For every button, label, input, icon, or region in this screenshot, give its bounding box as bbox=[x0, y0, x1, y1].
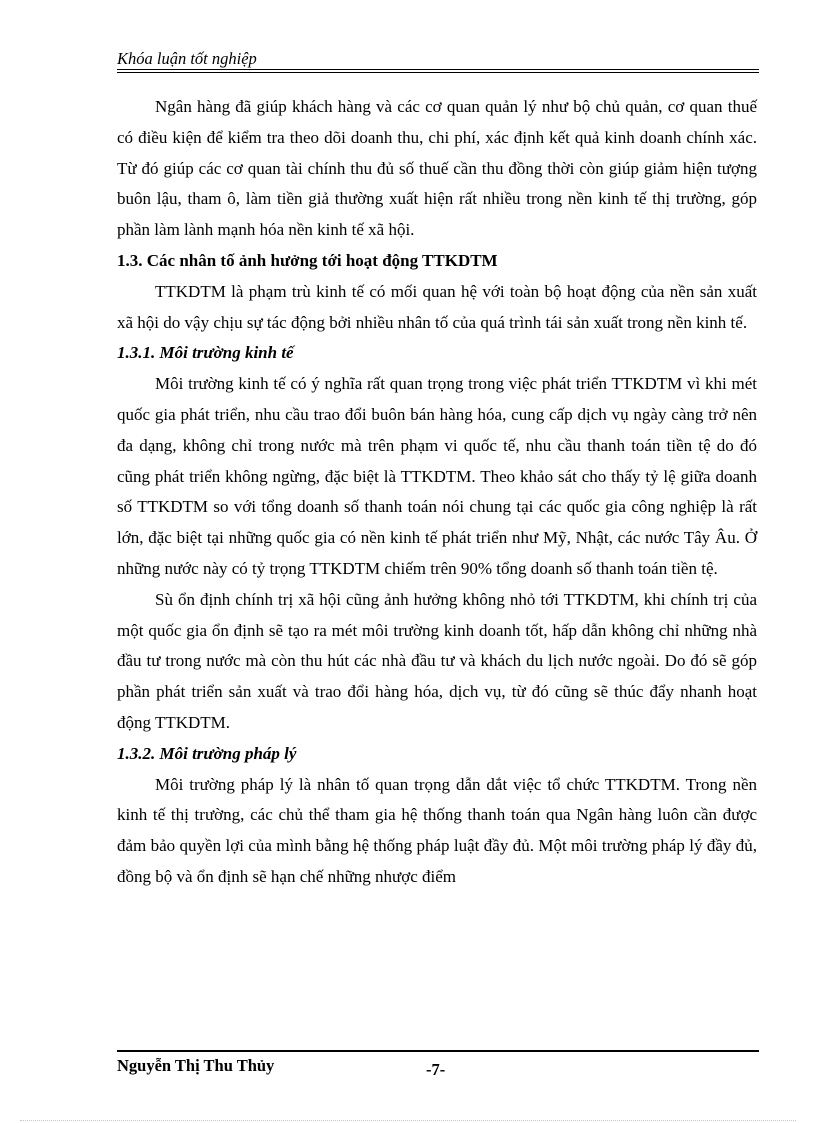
paragraph: Sù ổn định chính trị xã hội cũng ảnh hưởng không nhỏ tới TTKDTM, khi chính trị của một quốc gia ổn định sẽ tạo ra mét môi trường kinh doanh tốt, hấp dẫn không chỉ những nhà đầu tư trong nước mà còn thu hút các nhà đầu tư và khách du lịch nước ngoài. Do đó sẽ góp phần phát triển sản xuất và trao đổi hàng hóa, dịch vụ, từ đó cũng sẽ thúc đẩy nhanh hoạt động TTKDTM. bbox=[117, 589, 757, 732]
paragraph: Ngân hàng đã giúp khách hàng và các cơ quan quản lý như bộ chủ quản, cơ quan thuế có điều kiện để kiểm tra theo dõi doanh thu, chi phí, xác định kết quả kinh doanh chính xác. Từ đó giúp các cơ quan tài chính thu đủ số thuế cần thu đồng thời còn giúp giảm hiện tượng buôn lậu, tham ô, làm tiền giả thường xuất hiện rất nhiều trong nền kinh tế thị trường, góp phần làm lành mạnh hóa nền kinh tế xã hội. bbox=[117, 97, 757, 240]
page-number: -7- bbox=[426, 1060, 446, 1079]
subsection-heading-1-3-1: 1.3.1. Môi trường kinh tế bbox=[117, 343, 294, 363]
body-text bbox=[117, 92, 757, 893]
subsection-heading-1-3-2: 1.3.2. Môi trường pháp lý bbox=[117, 743, 297, 763]
running-header-title: Khóa luận tốt nghiệp bbox=[117, 49, 257, 68]
section-heading-1-3: 1.3. Các nhân tố ảnh hưởng tới hoạt động TTKDTM bbox=[117, 250, 498, 270]
footer-rule bbox=[117, 1050, 759, 1052]
header-rule bbox=[117, 69, 759, 70]
footer-author: Nguyễn Thị Thu Thủy bbox=[117, 1056, 275, 1075]
page-bottom-edge bbox=[20, 1120, 796, 1121]
header-rule-secondary bbox=[117, 72, 759, 73]
paragraph: Môi trường pháp lý là nhân tố quan trọng dẫn dắt việc tổ chức TTKDTM. Trong nền kinh tế thị trường, các chủ thể tham gia hệ thống thanh toán qua Ngân hàng luôn cần được đảm bảo quyền lợi của mình bằng hệ thống pháp luật đầy đủ. Một môi trường pháp lý đầy đủ, đồng bộ và ổn định sẽ hạn chế những nhược điểm bbox=[117, 774, 757, 886]
paragraph: Môi trường kinh tế có ý nghĩa rất quan trọng trong việc phát triển TTKDTM vì khi mét quốc gia phát triển, nhu cầu trao đổi buôn bán hàng hóa, cung cấp dịch vụ ngày càng trở nên đa dạng, không chỉ trong nước mà trên phạm vi quốc tế, nhu cầu thanh toán tiền tệ do đó cũng phát triển không ngừng, đặc biệt là TTKDTM. Theo khảo sát cho thấy tỷ lệ giữa doanh số TTKDTM so với tổng doanh số thanh toán nói chung tại các quốc gia công nghiệp là rất lớn, đặc biệt tại những quốc gia có nền kinh tế phát triển như Mỹ, Nhật, các nước Tây Âu. Ở những nước này có tỷ trọng TTKDTM chiếm trên 90% tổng doanh số thanh toán tiền tệ. bbox=[117, 374, 757, 578]
paragraph: TTKDTM là phạm trù kinh tế có mối quan hệ với toàn bộ hoạt động của nền sản xuất xã hội do vậy chịu sự tác động bởi nhiều nhân tố của quá trình tái sản xuất trong nền kinh tế. bbox=[117, 281, 757, 332]
